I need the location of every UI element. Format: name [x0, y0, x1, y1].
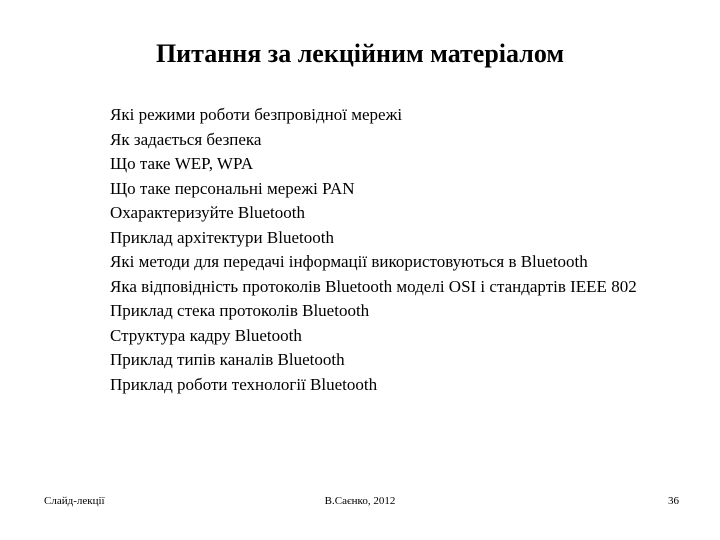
list-item: Які методи для передачі інформації використовуються в Bluetooth — [110, 252, 588, 271]
list-item: Які режими роботи безпровідної мережі — [110, 105, 403, 124]
list-item: Приклад типів каналів Bluetooth — [110, 350, 345, 369]
page-number: 36 — [668, 495, 679, 507]
list-item: Охарактеризуйте Bluetooth — [110, 203, 305, 222]
list-item: Як задається безпека — [110, 129, 262, 149]
list-item: Приклад роботи технології Bluetooth — [110, 374, 378, 394]
list-item: Приклад стека протоколів Bluetooth — [110, 301, 370, 320]
list-item: Що таке WEP, WPA — [110, 154, 254, 173]
list-item: Структура кадру Bluetooth — [110, 325, 302, 345]
question-list — [110, 103, 710, 397]
slide-title: Питання за лекційним матеріалом — [155, 39, 565, 68]
list-item: Що таке персональні мережі PAN — [110, 178, 355, 198]
list-item: Яка відповідність протоколів Bluetooth моделі OSI і стандартів IEEE 802 — [110, 276, 637, 296]
footer-author: В.Саєнко, 2012 — [324, 495, 396, 507]
list-item: Приклад архітектури Bluetooth — [110, 227, 334, 247]
footer-left-text: Слайд-лекції — [44, 495, 105, 507]
